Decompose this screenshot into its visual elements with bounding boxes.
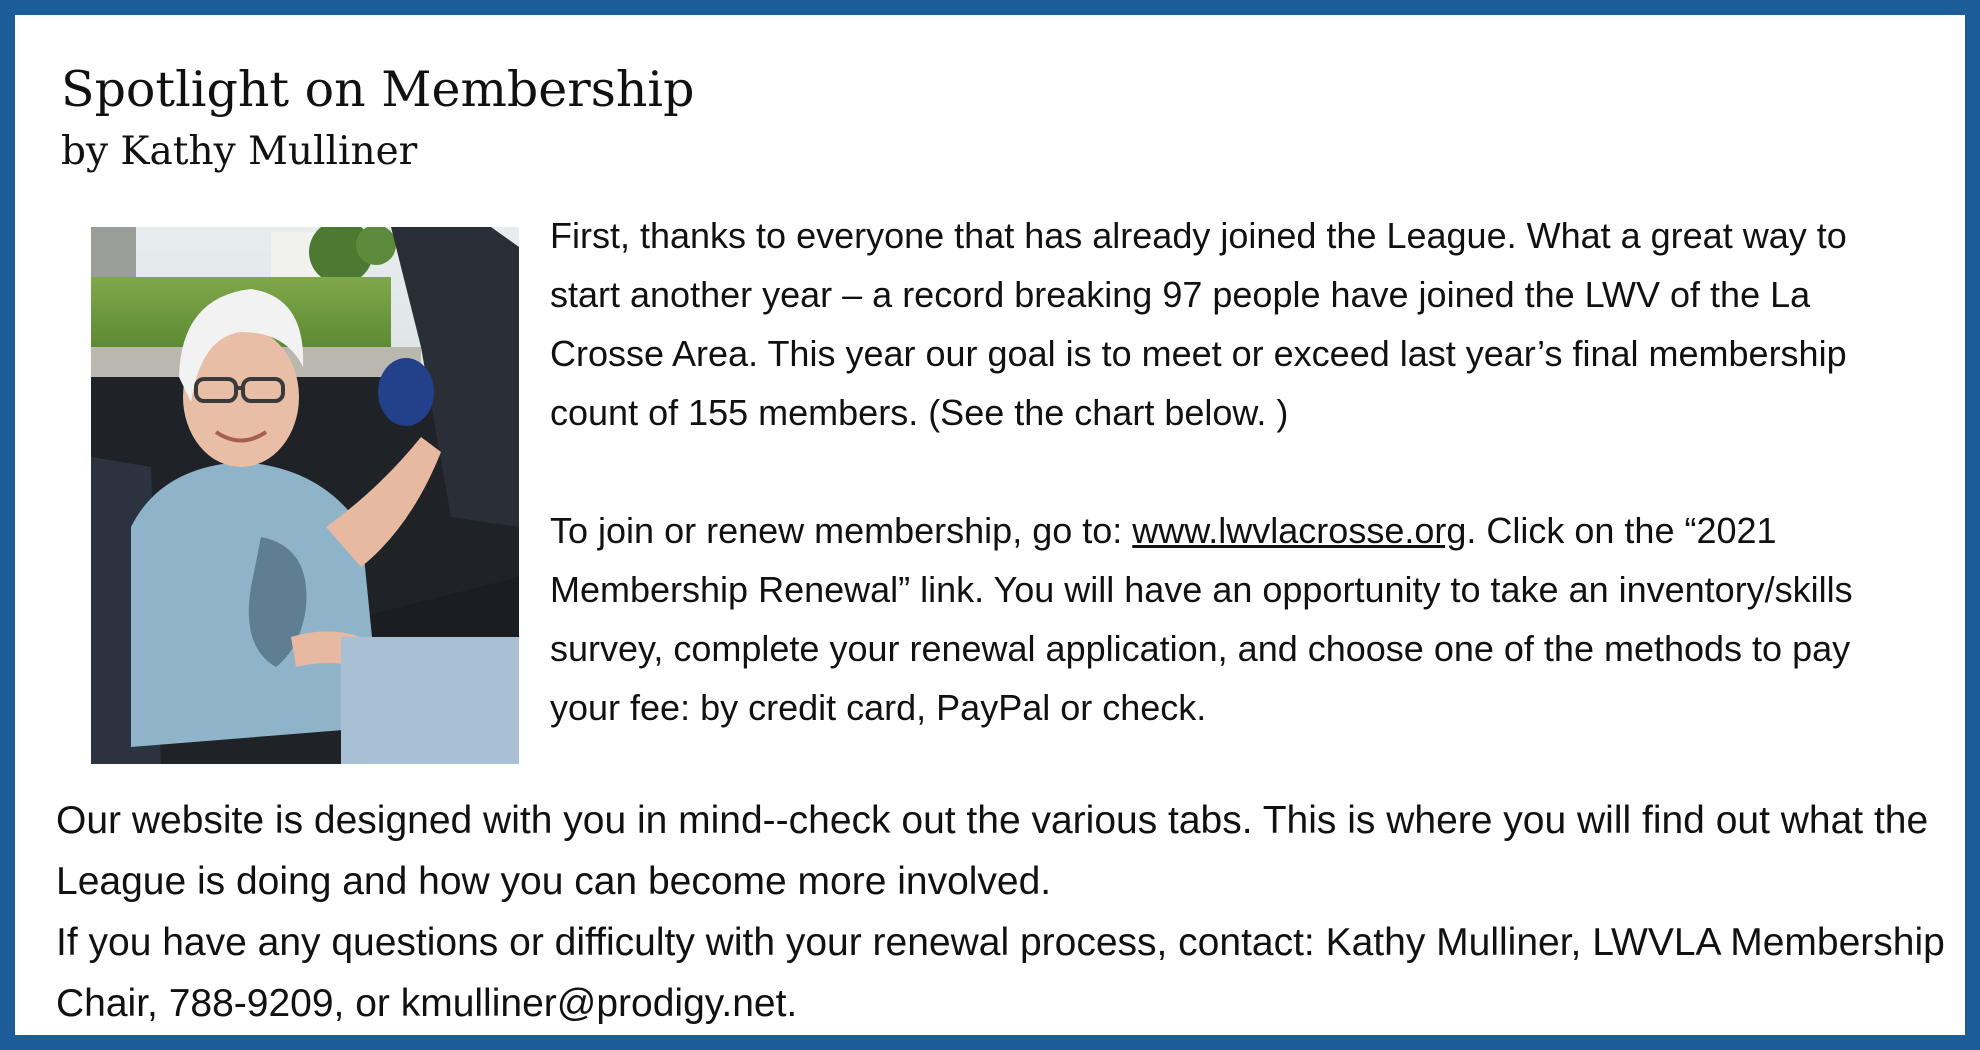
renewal-paragraph (550, 501, 1880, 737)
website-paragraph: Our website is designed with you in mind--check out the various tabs. This is where you will find out what the League is doing and how you can become more involved. (56, 799, 1929, 903)
contact-paragraph: If you have any questions or difficulty with your renewal process, contact: Kathy Mulliner, LWVLA Membership Chair, 788-9209, or kmulliner@prodigy.net. (56, 921, 1945, 1025)
renewal-text-start: To join or renew membership, go to: (550, 510, 1133, 551)
article-byline: by Kathy Mulliner (61, 129, 418, 174)
article-title: Spotlight on Membership (61, 61, 695, 118)
website-link[interactable]: www.lwvlacrosse.org (1132, 510, 1467, 551)
woman-in-car-photo-icon (91, 227, 519, 764)
member-photo (91, 227, 519, 764)
intro-paragraph: First, thanks to everyone that has already joined the League. What a great way to start another year – a record breaking 97 people have joined the LWV of the La Crosse Area. This year our goal is to meet or exceed last year’s final membership count of 155 members. (See the chart below. ) (550, 215, 1847, 433)
renewal-text-end: . Click on the “2021 Membership Renewal” link. You will have an opportunity to take an inventory/skills survey, complete your renewal application, and choose one of the methods to pay your fee: by credit card, PayPal or check. (550, 510, 1853, 728)
